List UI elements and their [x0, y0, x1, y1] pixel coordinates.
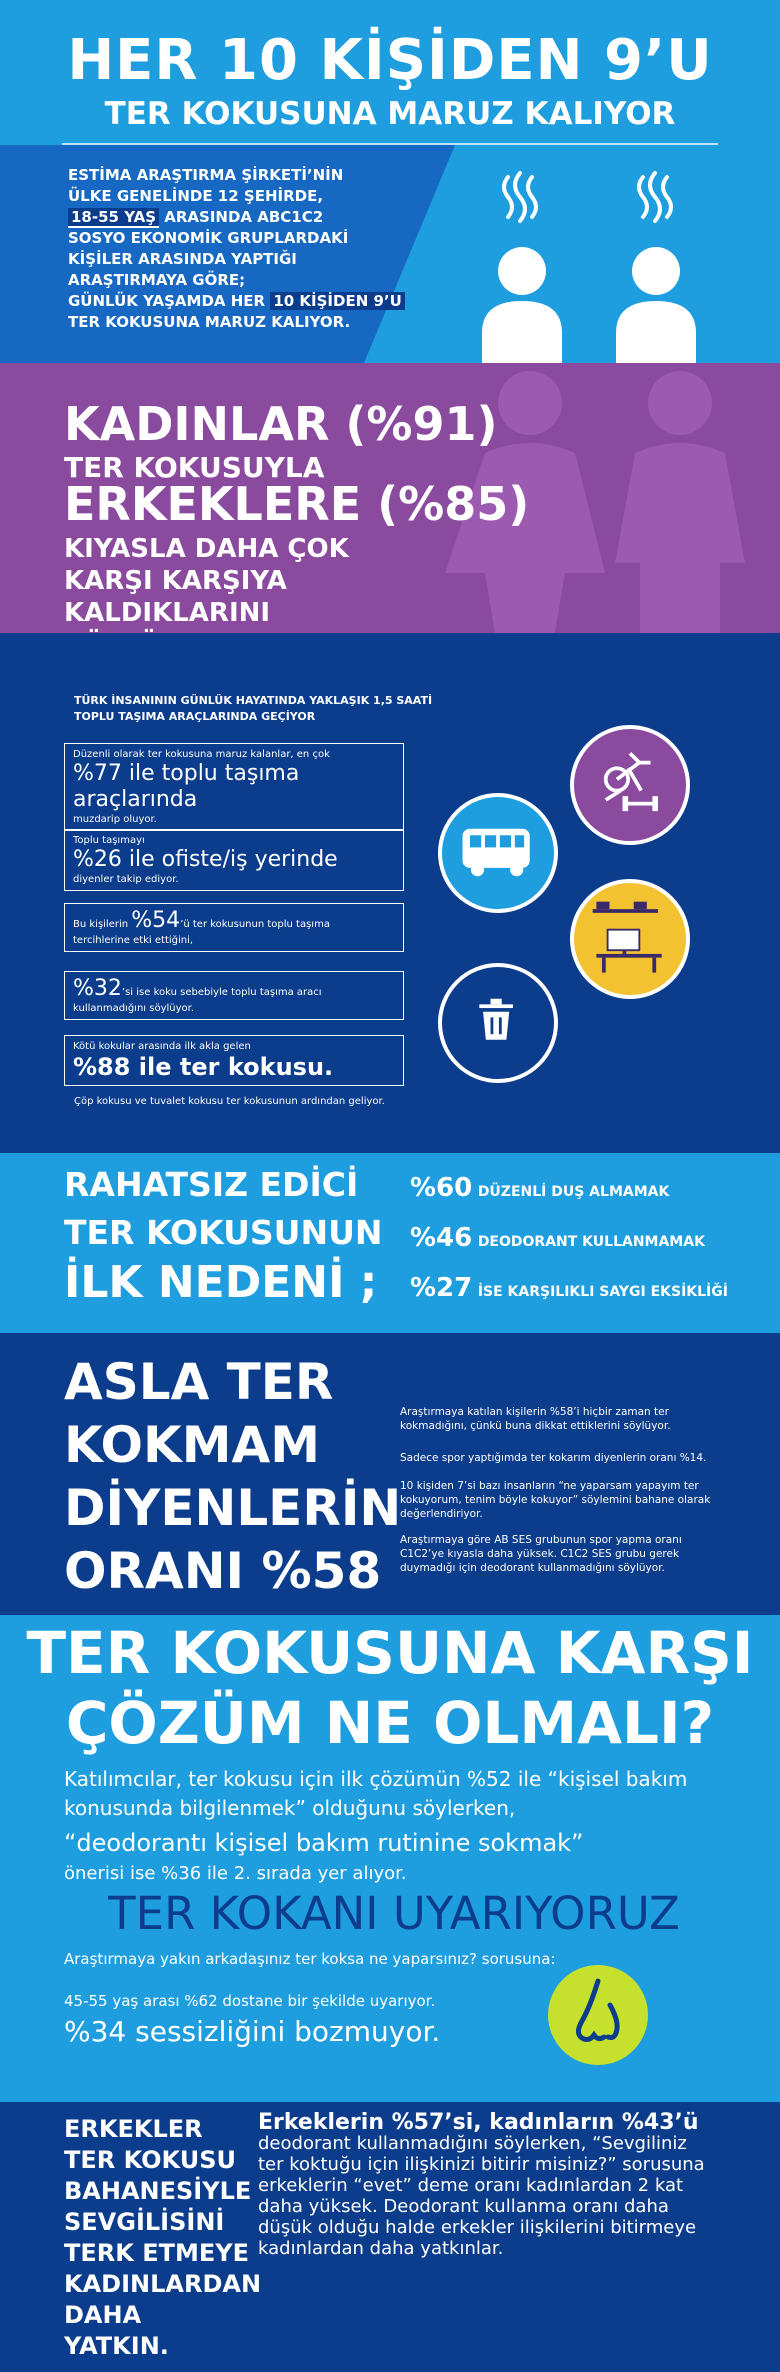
stat-small: ’ü ter kokusunun toplu taşıma	[180, 919, 330, 930]
stat-big: %77 ile toplu taşıma araçlarında	[73, 761, 300, 812]
intro-line: ESTİMA ARAŞTIRMA ŞİRKETİ’NİN	[68, 166, 344, 184]
stat-box	[64, 971, 404, 1020]
never-heading-line: ORANI %58	[64, 1542, 382, 1600]
gender-text: TER KOKUSUYLA	[64, 451, 325, 484]
reasons-section	[0, 1153, 780, 1333]
women-percentage: KADINLAR (%91)	[64, 397, 498, 451]
never-paragraph: Araştırmaya göre AB SES grubunun spor yapma oranı C1C2’ye kıyasla daha yüksek. C1C2 SES grubu gerek duymadığı için deodorant kullanmadığını söylüyor.	[400, 1534, 682, 1574]
intro-line: TER KOKUSUNA MARUZ KALIYOR.	[68, 313, 351, 331]
stat-small: diyenler takip ediyor.	[73, 874, 179, 885]
never-paragraph: Sadece spor yaptığımda ter kokarım diyenlerin oranı %14.	[400, 1452, 707, 1464]
stat-box	[64, 743, 404, 831]
intro-line-text: GÜNLÜK YAŞAMDA HER	[68, 292, 271, 310]
stat-big: %88 ile ter kokusu.	[73, 1053, 334, 1081]
men-percentage: ERKEKLERE (%85)	[64, 477, 530, 531]
stat-small: Düzenli olarak ter kokusuna maruz kalanlar, en çok	[73, 749, 330, 760]
stat-box	[64, 903, 404, 952]
relationship-lead: Erkeklerin %57’si, kadınların %43’ü	[258, 2110, 699, 2135]
solution-title: ÇÖZÜM NE OLMALI?	[65, 1689, 715, 1757]
reason-desc: DÜZENLİ DUŞ ALMAMAK	[477, 1184, 670, 1200]
transport-section	[0, 633, 780, 1153]
intro-line	[68, 291, 468, 312]
reason-item	[410, 1223, 705, 1253]
reason-item	[410, 1173, 669, 1203]
trash-circle	[438, 963, 558, 1083]
reason-item	[410, 1273, 728, 1303]
stat-small: tercihlerine etki ettiğini,	[73, 935, 194, 946]
stat-small: Toplu taşımayı	[73, 835, 145, 846]
never-heading-line: ASLA TER	[64, 1353, 334, 1411]
relationship-heading-line: BAHANESİYLE	[64, 2177, 252, 2205]
never-smell-section	[0, 1333, 780, 1615]
highlight-ratio: 10 KİŞİDEN 9’U	[270, 292, 404, 310]
relationship-section	[0, 2102, 780, 2372]
stat-big: %54	[131, 908, 181, 933]
reason-desc: DEODORANT KULLANMAMAK	[477, 1234, 705, 1250]
exercise-circle	[570, 725, 690, 845]
relationship-heading-line: SEVGİLİSİNİ	[64, 2208, 225, 2236]
stat-big: %26 ile ofiste/iş yerinde	[73, 847, 338, 872]
stat-box	[64, 1035, 404, 1086]
stat-small: kullanmadığını söylüyor.	[73, 1003, 195, 1014]
exercise-bike-icon	[574, 729, 686, 841]
solution-answer: 45-55 yaş arası %62 dostane bir şekilde uyarıyor.	[64, 1992, 436, 2010]
solution-section	[0, 1615, 780, 2102]
reason-pct: %46	[410, 1223, 473, 1253]
never-heading-line: DİYENLERİN	[64, 1479, 402, 1537]
relationship-heading-line: DAHA YATKIN.	[64, 2301, 169, 2360]
stat-small: ’si ise koku sebebiyle toplu taşıma aracı	[121, 987, 322, 998]
relationship-heading-line: TER KOKUSU	[64, 2146, 236, 2174]
transport-heading: TÜRK İNSANININ GÜNLÜK HAYATINDA YAKLAŞIK 1,5 SAATİ TOPLU TAŞIMA ARAÇLARINDA GEÇİYOR	[74, 694, 433, 723]
reason-pct: %27	[410, 1273, 473, 1303]
transport-footnote: Çöp kokusu ve tuvalet kokusu ter kokusunun ardından geliyor.	[74, 1096, 385, 1107]
solution-paragraph: Katılımcılar, ter kokusu için ilk çözümün %52 ile “kişisel bakım konusunda bilgilenmek” olduğunu söylerken,	[64, 1767, 688, 1820]
office-icon	[574, 883, 686, 995]
never-heading-line: KOKMAM	[64, 1416, 320, 1474]
gender-text: KIYASLA DAHA ÇOK KARŞI KARŞIYA KALDIKLARINI	[64, 534, 349, 628]
intro-line: KİŞİLER ARASINDA YAPTIĞI	[68, 250, 297, 268]
never-paragraph: Araştırmaya katılan kişilerin %58’i hiçbir zaman ter kokmadığını, çünkü buna dikkat ettiklerini söylüyor.	[400, 1406, 671, 1432]
relationship-body: deodorant kullanmadığını söylerken, “Sevgiliniz ter koktuğu için ilişkinizi bitirir misiniz?” sorusuna erkeklerin “evet” deme oranı kadınlardan 2 kat daha yüksek. Deodorant kullanma oranı daha düşük olduğu halde erkekler ilişkilerini bitirmeye kadınlardan daha yatkınlar.	[258, 2133, 705, 2259]
intro-line	[68, 207, 468, 228]
intro-line-text: ARASINDA ABC1C2	[159, 208, 324, 226]
main-title: HER 10 KİŞİDEN 9’U	[67, 28, 713, 93]
stat-small: Kötü kokular arasında ilk akla gelen	[73, 1041, 251, 1052]
solution-paragraph: “deodorantı kişisel bakım rutinine sokmak”	[64, 1829, 584, 1857]
intro-line: ÜLKE GENELİNDE 12 ŞEHİRDE,	[68, 187, 324, 205]
solution-question: Araştırmaya yakın arkadaşınız ter koksa ne yaparsınız? sorusuna:	[64, 1950, 556, 1968]
intro-line: SOSYO EKONOMİK GRUPLARDAKİ	[68, 229, 349, 247]
reasons-heading: TER KOKUSUNUN	[64, 1213, 383, 1252]
steam-icon	[504, 173, 671, 221]
reasons-heading: İLK NEDENİ ;	[64, 1257, 378, 1308]
highlight-age: 18-55 YAŞ	[68, 208, 159, 228]
stat-line	[73, 908, 395, 934]
person-icon	[482, 247, 696, 363]
intro-paragraph	[68, 165, 468, 333]
trash-icon	[442, 967, 554, 1079]
solution-title: TER KOKUSUNA KARŞI	[26, 1619, 754, 1687]
relationship-text	[258, 2112, 718, 2259]
intro-section	[0, 145, 780, 363]
solution-answer: %34 sessizliğini bozmuyor.	[64, 2015, 441, 2048]
main-subtitle: TER KOKUSUNA MARUZ KALIYOR	[104, 96, 676, 132]
stat-line	[73, 976, 395, 1002]
stat-small: muzdarip oluyor.	[73, 814, 157, 825]
reasons-heading: RAHATSIZ EDİCİ	[64, 1165, 359, 1204]
header	[0, 0, 780, 145]
solution-paragraph: önerisi ise %36 ile 2. sırada yer alıyor.	[64, 1863, 407, 1884]
dumbbell-icon	[623, 796, 658, 811]
relationship-heading	[64, 2114, 262, 2362]
office-circle	[570, 879, 690, 999]
nose-icon	[548, 1965, 648, 2065]
never-heading	[64, 1351, 404, 1603]
bus-circle	[438, 793, 558, 913]
never-paragraph: 10 kişiden 7’si bazı insanların “ne yaparsam yapayım ter kokuyorum, tenim böyle kokuyor” söylemini bahane olarak değerlendiriyor.	[400, 1480, 711, 1520]
relationship-heading-line: KADINLARDAN	[64, 2270, 262, 2298]
intro-line: ARAŞTIRMAYA GÖRE;	[68, 271, 246, 289]
bus-icon	[442, 797, 554, 909]
stat-small: Bu kişilerin	[73, 919, 132, 930]
nose-circle	[548, 1965, 648, 2065]
reason-desc: İSE KARŞILIKLI SAYGI EKSİKLİĞİ	[477, 1284, 728, 1300]
relationship-heading-line: TERK ETMEYE	[64, 2239, 250, 2267]
relationship-heading-line: ERKEKLER	[64, 2115, 203, 2143]
warn-heading: TER KOKANI UYARIYORUZ	[108, 1887, 680, 1940]
stat-big: %32	[73, 976, 122, 1001]
people-icon	[470, 153, 730, 363]
gender-section	[0, 363, 780, 633]
reason-pct: %60	[410, 1173, 473, 1203]
stat-box	[64, 829, 404, 891]
